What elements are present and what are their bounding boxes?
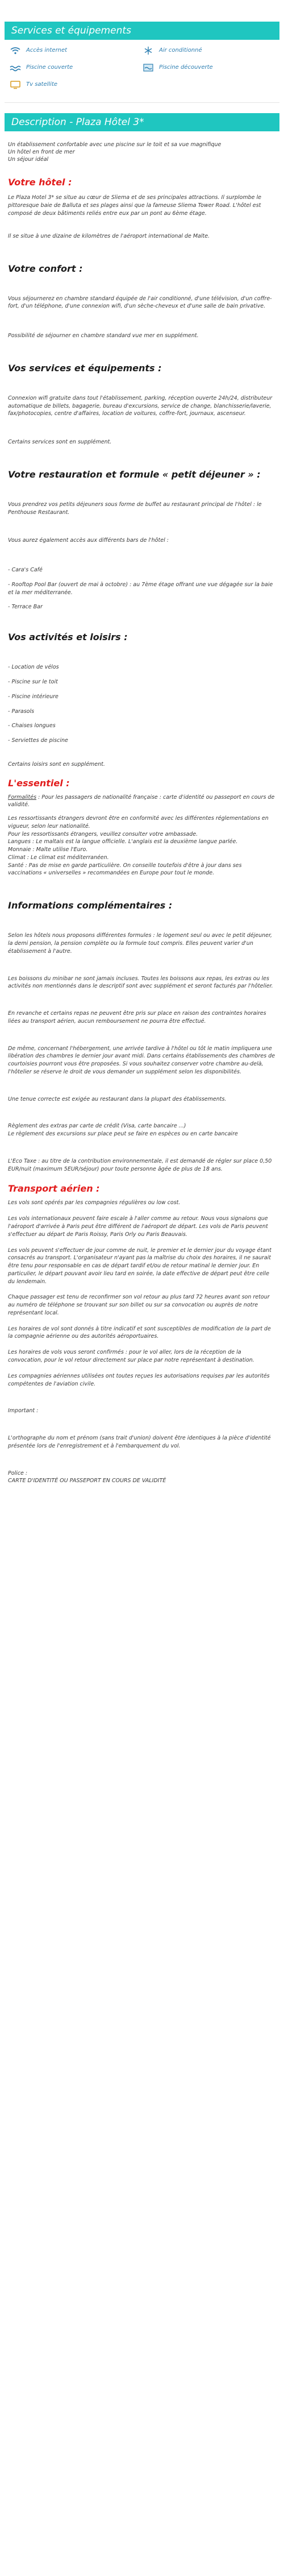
service-internet bbox=[9, 45, 142, 56]
services-banner bbox=[5, 22, 279, 40]
restauration-heading: Votre restauration et formule « petit déjeuner » : bbox=[8, 468, 261, 480]
transport-paragraph: Chaque passager est tenu de reconfirmer son vol retour au plus tard 72 heures avant son retour au numéro de téléphone se trouvant sur son billet ou sur sa convocation ou auprès de notre représentant local. bbox=[8, 1294, 270, 1316]
formalites-paragraph bbox=[8, 794, 276, 810]
essentiel-line: Climat : Le climat est méditerranéen. bbox=[8, 854, 109, 861]
service-outdoor-pool bbox=[142, 63, 275, 73]
hotel-heading: Votre hôtel : bbox=[8, 177, 72, 188]
description-content bbox=[0, 131, 284, 1485]
hotel-paragraph: Le Plaza Hotel 3* se situe au cœur de Sliema et de ses principales attractions. Il surplombe le pittoresque baie de Balluta et ses plages ainsi que la fameuse Sliema Tower Road. L'hôtel est composé de deux bâtiments reliés entre eux par un pont au 6ème étage. bbox=[8, 194, 261, 217]
intro-line: Un séjour idéal bbox=[8, 156, 49, 163]
activity-item: - Chaises longues bbox=[8, 723, 56, 729]
confort-heading: Votre confort : bbox=[8, 263, 83, 274]
transport-heading: Transport aérien : bbox=[8, 1183, 100, 1194]
info-paragraph: De même, concernant l'hébergement, une arrivée tardive à l'hôtel ou tôt le matin impliquera une libération des chambres le dernier jour avant midi. Dans certains établissements des chambres de courtoisies pourront vous être proposées. Si vous souhaitez conserver votre chambre au-delà, l'hôtelier se réserve le droit de vous demander un supplément selon les disponibilités. bbox=[8, 1045, 275, 1075]
hotel-paragraph: Il se situe à une dizaine de kilomètres de l'aéroport international de Malte. bbox=[8, 233, 210, 239]
activity-item: - Piscine sur le toit bbox=[8, 678, 58, 685]
service-label: Air conditionné bbox=[159, 47, 202, 53]
services-title: Services et équipements bbox=[11, 25, 131, 36]
snowflake-icon bbox=[142, 46, 154, 55]
essentiel-paragraph: Les ressortissants étrangers devront être en conformité avec les différentes réglementations en vigueur, selon leur nationalité. bbox=[8, 815, 269, 829]
transport-paragraph: Les compagnies aériennes utilisées ont toutes reçues les autorisations requises par les autorités compétentes de l'aviation civile. bbox=[8, 1372, 270, 1387]
formalites-label: Formalités bbox=[8, 794, 37, 800]
essentiel-line: Pour les ressortissants étrangers, veuillez consulter votre ambassade. bbox=[8, 831, 198, 837]
activity-item: - Piscine intérieure bbox=[8, 693, 59, 700]
description-title: Description - Plaza Hôtel 3* bbox=[11, 117, 144, 128]
essentiel-line: Monnaie : Malte utilise l'Euro. bbox=[8, 847, 88, 853]
outdoor-pool-icon bbox=[142, 63, 154, 72]
services-grid bbox=[9, 45, 275, 90]
info-heading: Informations complémentaires : bbox=[8, 900, 173, 911]
info-paragraph: L'Eco Taxe : au titre de la contribution environnementale, il est demandé de régler sur place 0,50 EUR/nuit (maximum 5EUR/séjour) pour toute personne âgée de plus de 18 ans. bbox=[8, 1158, 272, 1172]
activites-note: Certains loisirs sont en supplément. bbox=[8, 761, 105, 768]
info-paragraph: Une tenue correcte est exigée au restaurant dans la plupart des établissements. bbox=[8, 1096, 227, 1102]
service-label: Piscine couverte bbox=[26, 64, 73, 70]
intro-line: Un hôtel en front de mer bbox=[8, 148, 75, 155]
bar-item: - Terrace Bar bbox=[8, 604, 43, 611]
transport-paragraph: Les vols sont opérés par les compagnies régulières ou low cost. bbox=[8, 1200, 181, 1206]
police-paragraph: CARTE D'IDENTITÉ OU PASSEPORT EN COURS DE VALIDITÉ bbox=[8, 1478, 166, 1484]
transport-paragraph: Les horaires de vol sont donnés à titre indicatif et sont susceptibles de modification de la part de la compagnie aérienne ou des autorités aéroportuaires. bbox=[8, 1325, 271, 1340]
transport-paragraph: Les vols internationaux peuvent faire escale à l'aller comme au retour. Nous vous signalons que l'aéroport d'arrivée à Paris peut être différent de l'aéroport de départ. Les vols de Paris peuvent s'effectuer au départ de Paris Roissy, Paris Orly ou Paris Beauvais. bbox=[8, 1216, 268, 1238]
wifi-icon bbox=[9, 46, 22, 55]
bar-item: - Rooftop Pool Bar (ouvert de mai à octobre) : au 7ème étage offrant une vue dégagée sur la baie et la mer méditerranée. bbox=[8, 581, 273, 596]
essentiel-heading: L'essentiel : bbox=[8, 777, 70, 789]
activity-item: - Serviettes de piscine bbox=[8, 737, 68, 744]
indoor-pool-icon bbox=[9, 63, 22, 72]
restauration-paragraph: Vous aurez également accès aux différents bars de l'hôtel : bbox=[8, 537, 169, 544]
info-paragraph: Le règlement des excursions sur place peut se faire en espèces ou en carte bancaire bbox=[8, 1131, 238, 1138]
bar-item: - Cara's Café bbox=[8, 567, 43, 574]
service-tv bbox=[9, 80, 142, 90]
confort-paragraph: Vous séjournerez en chambre standard équipée de l'air conditionné, d'une télévision, d'un coffre-fort, d'un téléphone, d'une connexion wifi, d'un sèche-cheveux et d'une salle de bain privative. bbox=[8, 295, 272, 310]
info-paragraph: En revanche et certains repas ne peuvent être pris sur place en raison des contraintes horaires liées au transport aérien, aucun remboursement ne pourra être effectué. bbox=[8, 1010, 266, 1024]
activites-heading: Vos activités et loisirs : bbox=[8, 632, 128, 643]
service-indoor-pool bbox=[9, 63, 142, 73]
important-label: Important : bbox=[8, 1408, 39, 1414]
service-label: Piscine découverte bbox=[159, 64, 213, 70]
info-paragraph: Règlement des extras par carte de crédit (Visa, carte bancaire ...) bbox=[8, 1123, 186, 1130]
info-paragraph: Selon les hôtels nous proposons différentes formules : le logement seul ou avec le petit déjeuner, la demi pension, la pension complète ou la formule tout compris. Elles peuvent varier d'un établissement à l'autre. bbox=[8, 932, 273, 955]
tv-icon bbox=[9, 80, 22, 89]
service-air-conditioning bbox=[142, 45, 275, 56]
services-heading: Vos services et équipements : bbox=[8, 362, 162, 374]
formalites-text: : Pour les passagers de nationalité française : carte d'identité ou passeport en cours de validité. bbox=[8, 794, 275, 808]
services-paragraph: Certains services sont en supplément. bbox=[8, 439, 112, 446]
essentiel-line: Santé : Pas de mise en garde particulière. On conseille toutefois d'être à jour dans ses vaccinations « universelles » recommandées en Europe pour tout le monde. bbox=[8, 862, 242, 877]
transport-paragraph: Les vols peuvent s'effectuer de jour comme de nuit, le premier et le dernier jour du voyage étant consacrés au transport. L'organisateur n'ayant pas la maîtrise du choix des horaires, il ne saurait être tenu pour responsable en cas de départ tardif et/ou de retour matinal le dernier jour. En particulier, le départ pouvant avoir lieu tard en soirée, la date effective de départ peut être celle du lendemain. bbox=[8, 1247, 272, 1285]
service-label: Accès internet bbox=[26, 47, 68, 53]
divider bbox=[5, 102, 279, 103]
activity-item: - Parasols bbox=[8, 708, 35, 715]
activity-item: - Location de vélos bbox=[8, 664, 59, 671]
transport-paragraph: Les horaires de vols vous seront confirmés : pour le vol aller, lors de la réception de la convocation, pour le vol retour directement sur place par notre représentant à destination. bbox=[8, 1349, 254, 1363]
essentiel-line: Langues : Le maltais est la langue officielle. L'anglais est la deuxième langue parlée. bbox=[8, 839, 238, 845]
restauration-paragraph: Vous prendrez vos petits déjeuners sous forme de buffet au restaurant principal de l'hôtel : le Penthouse Restaurant. bbox=[8, 501, 262, 516]
police-label: Police : bbox=[8, 1470, 28, 1476]
description-banner bbox=[5, 113, 279, 131]
services-paragraph: Connexion wifi gratuite dans tout l'établissement, parking, réception ouverte 24h/24, distributeur automatique de billets, bagagerie, bureau d'excursions, service de change, blanchisserie/laverie, fax/photocopies, centre d'affaires, location de voitures, coffre-fort, journaux, ascenseur. bbox=[8, 395, 273, 417]
intro-line: Un établissement confortable avec une piscine sur le toit et sa vue magnifique bbox=[8, 142, 222, 148]
info-paragraph: Les boissons du minibar ne sont jamais incluses. Toutes les boissons aux repas, les extras ou les activités non mentionnés dans le descriptif sont avec supplément et seront facturés par l'hôtelier. bbox=[8, 975, 273, 990]
important-paragraph: L'orthographe du nom et prénom (sans trait d'union) doivent être identiques à la pièce d'identité présentée lors de l'enregistrement et à l'embarquement du vol. bbox=[8, 1435, 271, 1449]
confort-paragraph: Possibilité de séjourner en chambre standard vue mer en supplément. bbox=[8, 333, 199, 339]
service-label: Tv satellite bbox=[26, 81, 58, 88]
